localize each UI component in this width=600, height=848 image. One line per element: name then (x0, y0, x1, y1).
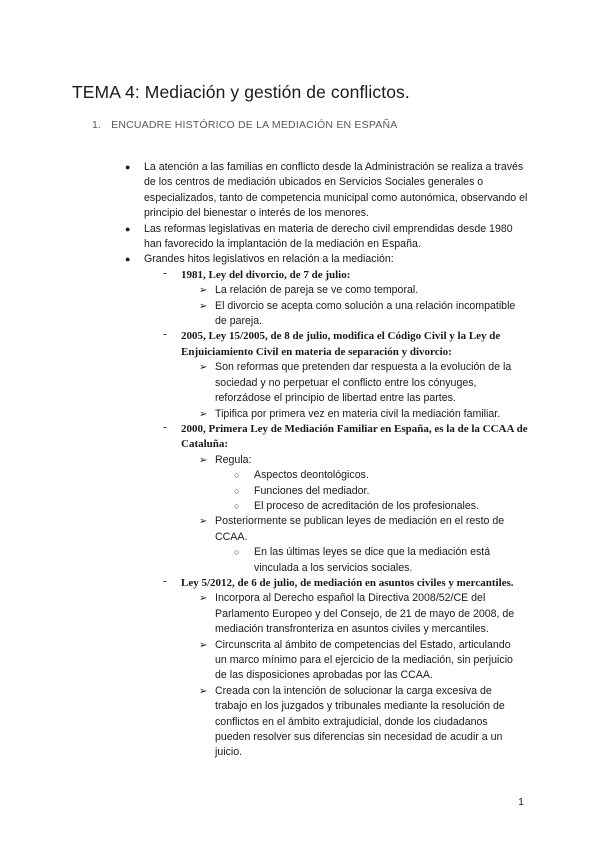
list-item (0, 684, 600, 761)
bullet-icon: ● (125, 254, 131, 265)
circle-icon: ○ (234, 470, 240, 481)
dash-icon: - (163, 266, 167, 279)
arrow-icon: ➢ (199, 593, 208, 605)
arrow-icon: ➢ (199, 408, 208, 420)
list-item-text: La relación de pareja se ve como temporal. (215, 284, 419, 297)
list-item (0, 283, 600, 298)
list-item-text: El divorcio se acepta como solución a una relación incompatible de pareja. (215, 299, 516, 328)
list-item (0, 591, 600, 637)
milestone-text: Ley 5/2012, de 6 de julio, de mediación en asuntos civiles y mercantiles. (181, 576, 514, 589)
arrow-icon: ➢ (199, 516, 208, 528)
list-item (0, 545, 600, 576)
list-item (0, 514, 600, 545)
list-item-text: Grandes hitos legislativos en relación a la mediación: (144, 253, 394, 266)
milestone-heading (0, 268, 600, 283)
page-title: TEMA 4: Mediación y gestión de conflictos. (72, 81, 410, 102)
list-item-text: La atención a las familias en conflicto desde la Administración se realiza a través de los centros de mediación ubicados en Servicios Sociales generales o especializados, tanto de competencia municipal como autonómica, observando el principio del bienestar o interés de los menores. (144, 161, 528, 220)
dash-icon: - (163, 328, 167, 341)
arrow-icon: ➢ (199, 300, 208, 312)
list-item (0, 252, 600, 267)
list-item-text: En las últimas leyes se dice que la mediación está vinculada a los servicios sociales. (254, 546, 491, 574)
milestone-heading (0, 422, 600, 453)
arrow-icon: ➢ (199, 685, 208, 697)
milestone-text: 2000, Primera Ley de Mediación Familiar en España, es la de la CCAA de Cataluña: (181, 422, 528, 451)
list-item-text: El proceso de acreditación de los profesionales. (254, 499, 479, 512)
milestone-heading (0, 329, 600, 360)
list-item-text: Posteriormente se publican leyes de mediación en el resto de CCAA. (215, 515, 505, 543)
bullet-icon: ● (125, 223, 131, 234)
milestone-text: 1981, Ley del divorcio, de 7 de julio: (181, 268, 351, 281)
list-item-text: Tipifica por primera vez en materia civil la mediación familiar. (215, 407, 501, 420)
list-item (0, 160, 600, 222)
list-item (0, 484, 600, 499)
section-title: ENCUADRE HISTÓRICO DE LA MEDIACIÓN EN ESPAÑA (111, 119, 398, 131)
section-number: 1. (92, 119, 102, 131)
list-item (0, 638, 600, 684)
circle-icon: ○ (234, 485, 240, 496)
document-body (0, 160, 600, 761)
circle-icon: ○ (234, 547, 240, 558)
arrow-icon: ➢ (199, 362, 208, 374)
list-item (0, 222, 600, 253)
dash-icon: - (163, 420, 167, 433)
circle-icon: ○ (234, 500, 240, 511)
list-item-text: Creada con la intención de solucionar la carga excesiva de trabajo en los juzgados y tribunales mediante la resolución de conflictos en el ámbito extrajudicial, donde los ciudadanos pueden resolver sus diferencias sin necesidad de acudir a un juicio. (215, 684, 505, 759)
arrow-icon: ➢ (199, 285, 208, 297)
milestone-text: 2005, Ley 15/2005, de 8 de julio, modifica el Código Civil y la Ley de Enjuiciamiento Civil en materia de separación y divorcio: (181, 330, 501, 358)
list-item-text: Las reformas legislativas en materia de derecho civil emprendidas desde 1980 han favorecido la implantación de la mediación en España. (144, 222, 513, 251)
list-item (0, 299, 600, 330)
list-item-text: Regula: (215, 453, 252, 466)
list-item (0, 453, 600, 468)
section-heading (92, 119, 397, 131)
list-item-text: Funciones del mediador. (254, 484, 370, 497)
list-item (0, 468, 600, 483)
list-item (0, 499, 600, 514)
list-item-text: Incorpora al Derecho español la Directiva 2008/52/CE del Parlamento Europeo y del Consejo, de 21 de mayo de 2008, de mediación transfronteriza en asuntos civiles y mercantiles. (215, 592, 515, 636)
list-item (0, 407, 600, 422)
list-item (0, 360, 600, 406)
page-number: 1 (518, 796, 524, 808)
list-item-text: Son reformas que pretenden dar respuesta a la evolución de la sociedad y no perpetuar el conflicto entre los cónyuges, reforzádose el principio de libertad entre las partes. (215, 361, 512, 405)
arrow-icon: ➢ (199, 454, 208, 466)
bullet-icon: ● (125, 162, 131, 172)
milestone-heading (0, 576, 600, 591)
list-item-text: Circunscrita al ámbito de competencias del Estado, articulando un marco mínimo para el ejercicio de la mediación, sin perjuicio de las disposiciones aprobadas por las CCAA. (215, 638, 513, 682)
list-item-text: Aspectos deontológicos. (254, 469, 369, 482)
arrow-icon: ➢ (199, 639, 208, 651)
dash-icon: - (163, 574, 167, 587)
